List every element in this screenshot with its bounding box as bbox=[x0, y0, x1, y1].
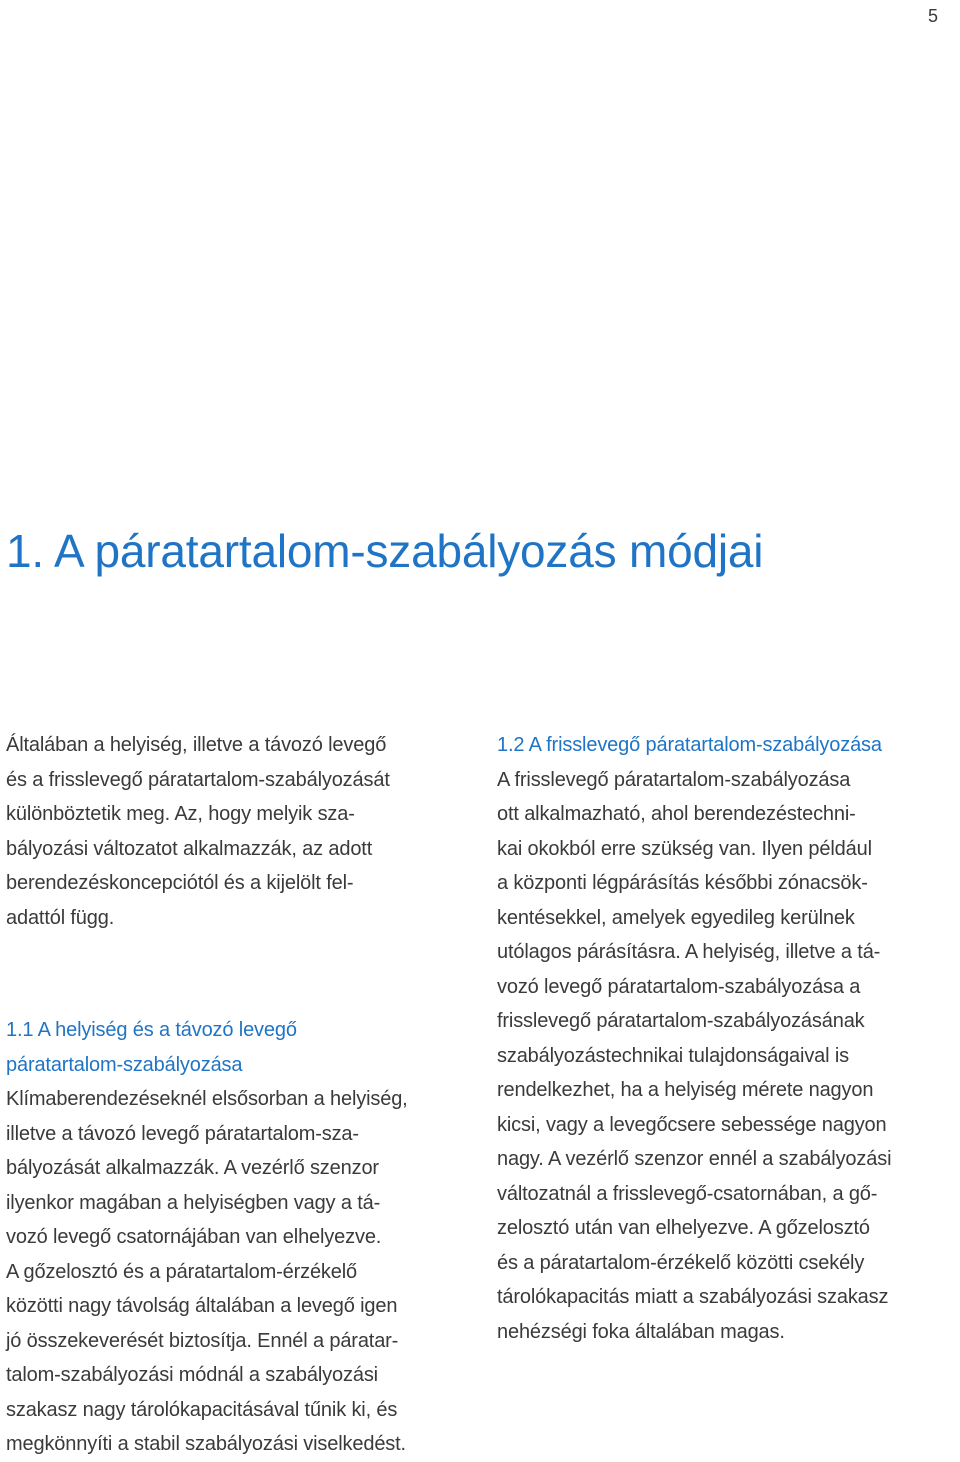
section-1-2 bbox=[497, 728, 957, 1349]
text-line: és a páratartalom-érzékelő közötti csekély bbox=[497, 1251, 865, 1274]
text-line: berendezéskoncepciótól és a kijelölt fel- bbox=[6, 872, 354, 894]
text-line: bályozási változatot alkalmazzák, az adott bbox=[6, 837, 373, 860]
text-line: nehézségi foka általában magas. bbox=[497, 1320, 785, 1343]
text-line: frisslevegő páratartalom-szabályozásának bbox=[497, 1010, 865, 1032]
text-line: tárolókapacitás miatt a szabályozási szakasz bbox=[497, 1286, 889, 1308]
section-heading: 1.2 A frisslevegő páratartalom-szabályozása bbox=[497, 734, 882, 756]
text-line: zelosztó után van elhelyezve. A gőzelosztó bbox=[497, 1217, 870, 1239]
text-line: kai okokból erre szükség van. Ilyen például bbox=[497, 837, 872, 860]
text-line: A gőzelosztó és a páratartalom-érzékelő bbox=[6, 1260, 358, 1283]
text-line: különböztetik meg. Az, hogy melyik sza- bbox=[6, 803, 355, 825]
text-line: megkönnyíti a stabil szabályozási viselkedést. bbox=[6, 1433, 406, 1455]
text-line: vozó levegő páratartalom-szabályozása a bbox=[497, 975, 861, 998]
left-column bbox=[6, 728, 476, 1462]
text-line: bályozását alkalmazzák. A vezérlő szenzor bbox=[6, 1157, 379, 1179]
intro-paragraph bbox=[6, 728, 476, 935]
section-heading-line: 1.1 A helyiség és a távozó levegő bbox=[6, 1019, 297, 1041]
text-line: a központi légpárásítás későbbi zónacsök- bbox=[497, 872, 868, 894]
text-line: utólagos párásításra. A helyiség, illetve a tá- bbox=[497, 941, 881, 963]
text-line: talom-szabályozási módnál a szabályozási bbox=[6, 1364, 378, 1386]
text-line: közötti nagy távolság általában a levegő igen bbox=[6, 1295, 398, 1317]
text-line: változatnál a frisslevegő-csatornában, a gő- bbox=[497, 1182, 878, 1205]
text-line: jó összekeverését biztosítja. Ennél a páratar- bbox=[6, 1329, 399, 1352]
page-number: 5 bbox=[927, 6, 938, 26]
text-line: ilyenkor magában a helyiségben vagy a tá- bbox=[6, 1191, 381, 1214]
text-line: vozó levegő csatornájában van elhelyezve. bbox=[6, 1226, 382, 1248]
section-heading-line: páratartalom-szabályozása bbox=[6, 1053, 243, 1076]
text-line: adattól függ. bbox=[6, 906, 115, 929]
text-line: szabályozástechnikai tulajdonságaival is bbox=[497, 1044, 849, 1067]
text-line: Klímaberendezéseknél elsősorban a helyiség, bbox=[6, 1088, 408, 1110]
text-line: szakasz nagy tárolókapacitásával tűnik ki, és bbox=[6, 1398, 398, 1421]
text-line: kentésekkel, amelyek egyedileg kerülnek bbox=[497, 906, 855, 929]
chapter-title: 1. A páratartalom-szabályozás módjai bbox=[6, 525, 764, 577]
text-line: ott alkalmazható, ahol berendezéstechni- bbox=[497, 803, 856, 825]
text-line: és a frisslevegő páratartalom-szabályozását bbox=[6, 768, 390, 791]
text-line: rendelkezhet, ha a helyiség mérete nagyon bbox=[497, 1079, 874, 1101]
right-column bbox=[497, 728, 957, 1349]
section-1-1 bbox=[6, 1013, 476, 1462]
text-line: nagy. A vezérlő szenzor ennél a szabályozási bbox=[497, 1148, 892, 1170]
text-line: kicsi, vagy a levegőcsere sebessége nagyon bbox=[497, 1113, 887, 1136]
paragraph-spacer bbox=[6, 935, 476, 1013]
text-line: illetve a távozó levegő páratartalom-sza- bbox=[6, 1122, 359, 1145]
text-line: Általában a helyiség, illetve a távozó levegő bbox=[6, 734, 387, 756]
text-line: A frisslevegő páratartalom-szabályozása bbox=[497, 768, 851, 791]
